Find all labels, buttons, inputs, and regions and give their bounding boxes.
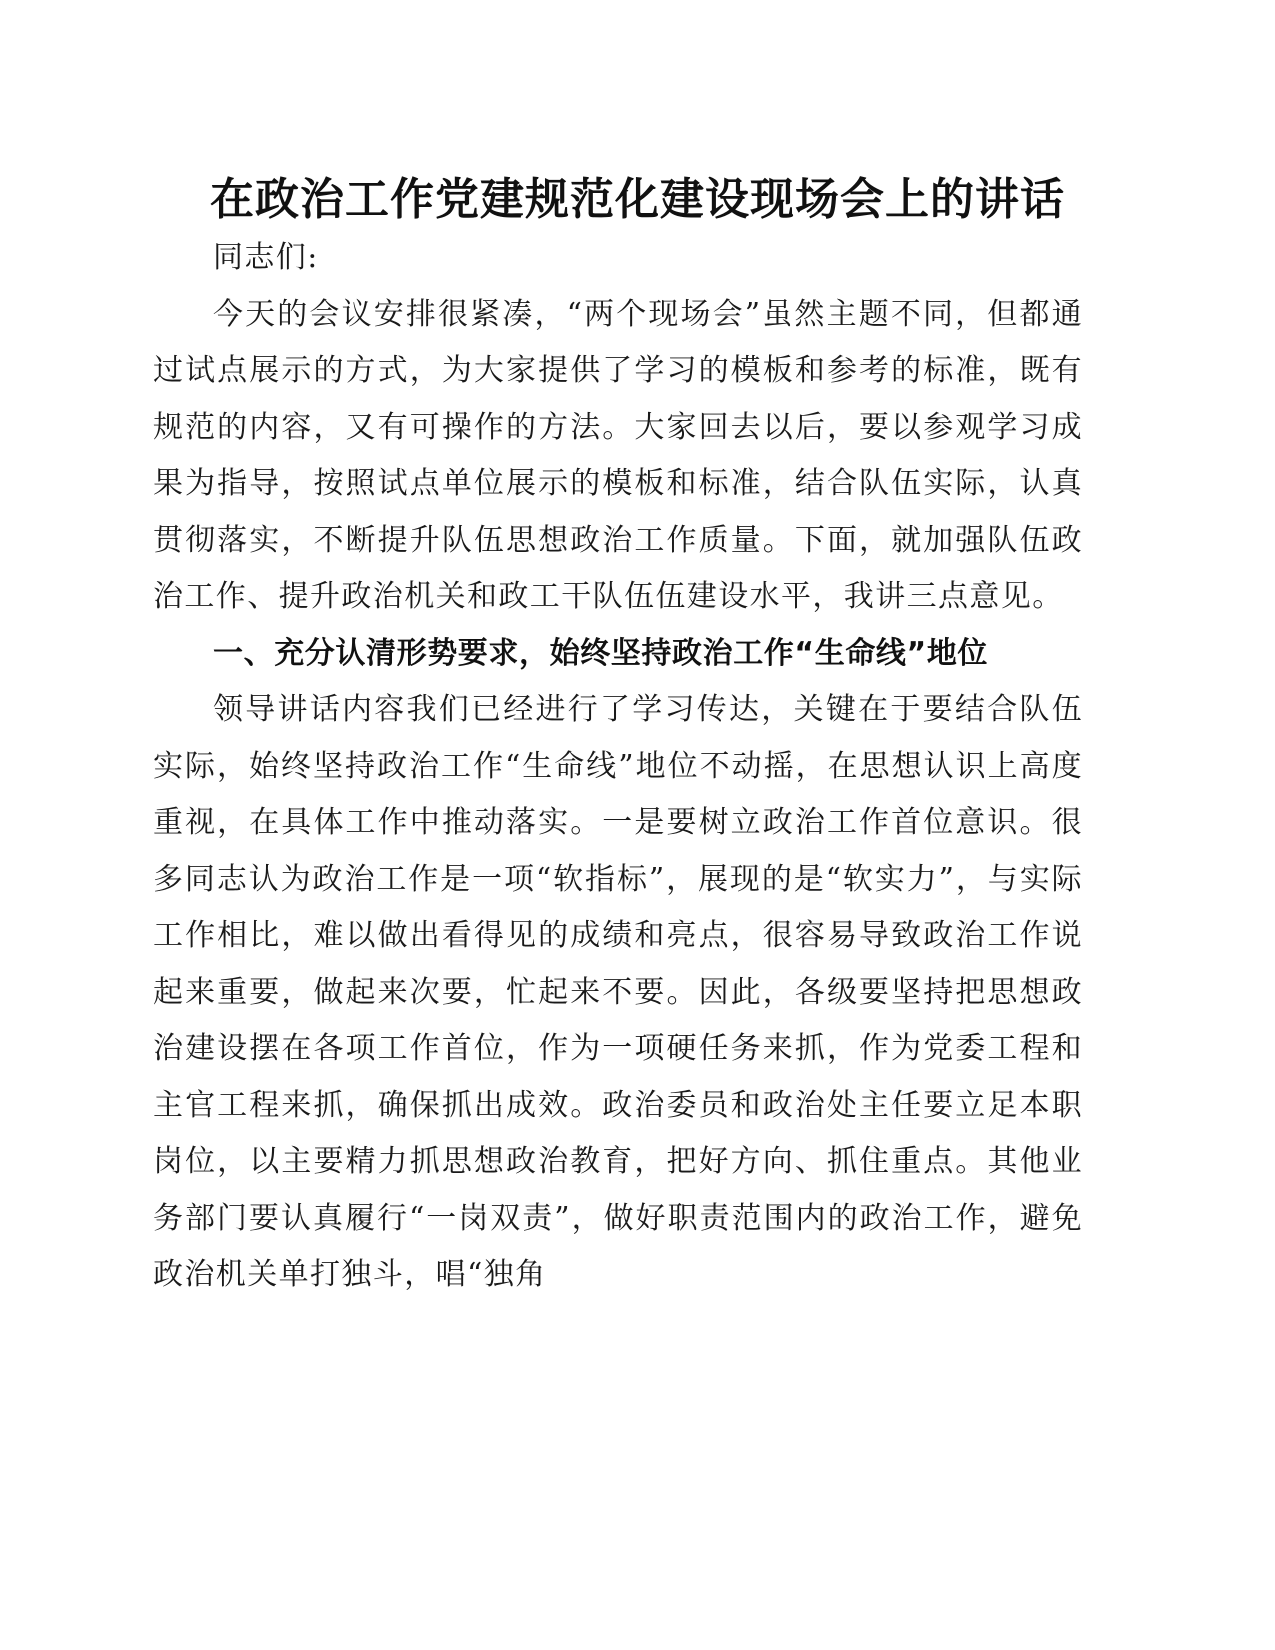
section-heading-1: 一、充分认清形势要求，始终坚持政治工作“生命线”地位 [213,635,989,671]
body-paragraph-intro: 今天的会议安排很紧凑，“两个现场会”虽然主题不同，但都通过试点展示的方式，为大家提供了学习的模板和参考的标准，既有规范的内容，又有可操作的方法。大家回去以后，要以参观学习成果为指导，按照试点单位展示的模板和标准，结合队伍实际，认真贯彻落实，不断提升队伍思想政治工作质量。下面，就加强队伍政治工作、提升政治机关和政工干队伍伍建设水平，我讲三点意见。 [153,296,1083,614]
document-body [153,230,1083,1304]
salutation: 同志们: [213,240,319,275]
body-paragraph-section-1: 领导讲话内容我们已经进行了学习传达，关键在于要结合队伍实际，始终坚持政治工作“生命线”地位不动摇，在思想认识上高度重视，在具体工作中推动落实。一是要树立政治工作首位意识。很多同志认为政治工作是一项“软指标”，展现的是“软实力”，与实际工作相比，难以做出看得见的成绩和亮点，很容易导致政治工作说起来重要，做起来次要，忙起来不要。因此，各级要坚持把思想政治建设摆在各项工作首位，作为一项硬任务来抓，作为党委工程和主官工程来抓，确保抓出成效。政治委员和政治处主任要立足本职岗位，以主要精力抓思想政治教育，把好方向、抓住重点。其他业务部门要认真履行“一岗双责”，做好职责范围内的政治工作，避免政治机关单打独斗，唱“独角 [153,692,1083,1292]
document-title: 在政治工作党建规范化建设现场会上的讲话 [210,174,1065,225]
